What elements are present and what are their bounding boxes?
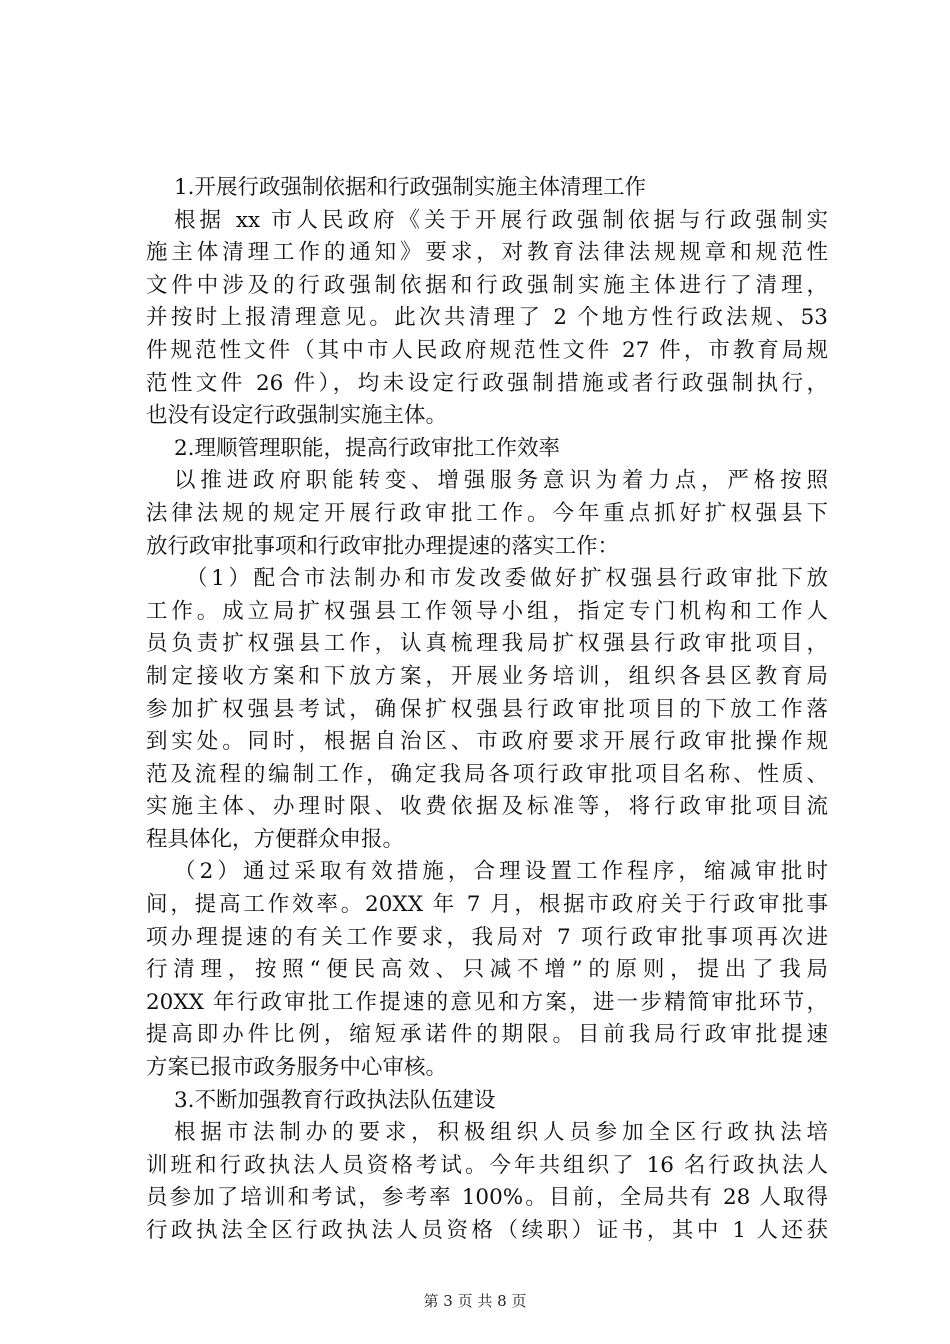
document-body [146,172,828,1248]
paragraph-line: 程具体化，方便群众申报。 [146,826,405,852]
paragraph-line: 行清理，按照“便民高效、只减不增”的原则，提出了我局 [146,957,828,983]
paragraph-line: 根据市法制办的要求，积极组织人员参加全区行政执法培 [174,1120,828,1146]
paragraph-line: 项办理提速的有关工作要求，我局对 7 项行政审批事项再次进 [146,924,828,950]
paragraph-line: 件规范性文件（其中市人民政府规范性文件 27 件，市教育局规 [146,337,828,363]
paragraph-line: 工作。成立局扩权强县工作领导小组，指定专门机构和工作人 [146,598,828,624]
paragraph-line: （1）配合市法制办和市发改委做好扩权强县行政审批下放 [186,566,828,592]
paragraph-line: 放行政审批事项和行政审批办理提速的落实工作： [146,533,620,559]
paragraph-line: 间，提高工作效率。20XX 年 7 月，根据市政府关于行政审批事 [146,892,828,918]
paragraph-line: 范及流程的编制工作，确定我局各项行政审批项目名称、性质、 [146,761,828,787]
paragraph-line: （2）通过采取有效措施，合理设置工作程序，缩减审批时 [174,859,828,885]
paragraph-line: 行政执法全区行政执法人员资格（续职）证书，其中 1 人还获 [146,1218,828,1243]
paragraph-line: 方案已报市政务服务中心审核。 [146,1055,448,1081]
paragraph-line: 也没有设定行政强制实施主体。 [146,403,448,429]
paragraph-line: 并按时上报清理意见。此次共清理了 2 个地方性行政法规、53 [146,305,828,331]
page-number-footer: 第 3 页 共 8 页 [423,1292,527,1310]
paragraph-line: 20XX 年行政审批工作提速的意见和方案，进一步精简审批环节， [146,989,828,1015]
paragraph-line: 根据 xx 市人民政府《关于开展行政强制依据与行政强制实 [174,207,828,233]
paragraph-line: 实施主体、办理时限、收费依据及标准等，将行政审批项目流 [146,794,828,820]
paragraph-line: 文件中涉及的行政强制依据和行政强制实施主体进行了清理， [146,272,828,298]
heading-3: 3.不断加强教育行政执法队伍建设 [174,1087,496,1113]
heading-2: 2.理顺管理职能，提高行政审批工作效率 [174,435,561,461]
paragraph-line: 员负责扩权强县工作，认真梳理我局扩权强县行政审批项目， [146,631,828,657]
paragraph-line: 参加扩权强县考试，确保扩权强县行政审批项目的下放工作落 [146,696,828,722]
paragraph-line: 训班和行政执法人员资格考试。今年共组织了 16 名行政执法人 [146,1152,828,1178]
paragraph-line: 以推进政府职能转变、增强服务意识为着力点，严格按照 [174,468,828,494]
paragraph-line: 到实处。同时，根据自治区、市政府要求开展行政审批操作规 [146,729,828,755]
paragraph-line: 施主体清理工作的通知》要求，对教育法律法规规章和规范性 [146,240,828,266]
paragraph-line: 员参加了培训和考试，参考率 100%。目前，全局共有 28 人取得 [146,1185,828,1211]
paragraph-line: 范性文件 26 件），均未设定行政强制措施或者行政强制执行， [146,370,828,396]
paragraph-line: 制定接收方案和下放方案，开展业务培训，组织各县区教育局 [146,663,828,689]
paragraph-line: 提高即办件比例，缩短承诺件的期限。目前我局行政审批提速 [146,1022,828,1048]
paragraph-line: 法律法规的规定开展行政审批工作。今年重点抓好扩权强县下 [146,500,828,526]
heading-1: 1.开展行政强制依据和行政强制实施主体清理工作 [174,175,647,200]
